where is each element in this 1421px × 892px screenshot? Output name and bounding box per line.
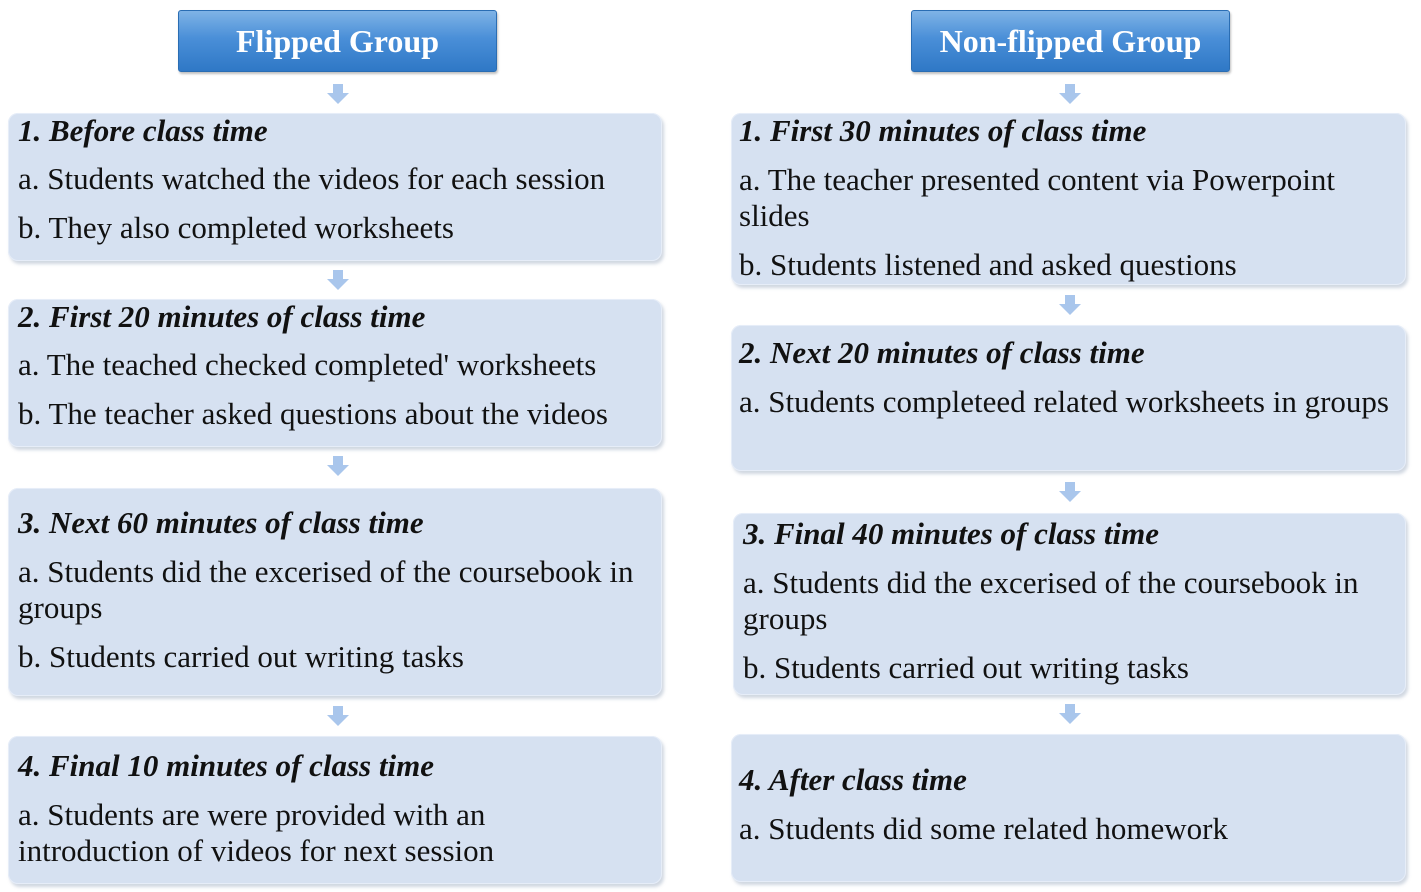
step-title: 4. After class time <box>739 762 967 797</box>
step-item: a. Students did the excerised of the coursebook in groups <box>18 554 634 625</box>
step-item: a. The teached checked completed' worksheets <box>18 347 597 382</box>
step-title: 1. Before class time <box>18 113 268 148</box>
flipped-step-3 <box>8 488 662 696</box>
step-item: a. The teacher presented content via Powerpoint slides <box>739 162 1335 233</box>
step-title: 1. First 30 minutes of class time <box>739 113 1147 148</box>
flipped-step-2 <box>8 299 662 447</box>
step-item: a. Students did some related homework <box>739 811 1229 846</box>
step-title: 2. First 20 minutes of class time <box>18 299 426 334</box>
step-item: b. Students carried out writing tasks <box>18 639 464 674</box>
step-item: a. Students did the excerised of the coursebook in groups <box>743 565 1359 636</box>
step-item: a. Students are were provided with an introduction of videos for next session <box>18 797 495 868</box>
step-item: a. Students completeed related worksheets in groups <box>739 384 1389 419</box>
step-item: b. Students listened and asked questions <box>739 247 1237 282</box>
nonflipped-step-2 <box>731 325 1406 471</box>
flipped-group-header: Flipped Group <box>178 10 497 72</box>
flipped-step-1 <box>8 113 662 261</box>
step-title: 2. Next 20 minutes of class time <box>739 335 1145 370</box>
flipped-step-4 <box>8 736 662 884</box>
nonflipped-group-header: Non-flipped Group <box>911 10 1230 72</box>
step-item: b. The teacher asked questions about the videos <box>18 396 608 431</box>
nonflipped-step-3 <box>733 513 1406 695</box>
step-title: 3. Next 60 minutes of class time <box>18 505 424 540</box>
step-item: b. Students carried out writing tasks <box>743 650 1189 685</box>
step-title: 4. Final 10 minutes of class time <box>18 748 434 783</box>
nonflipped-step-1 <box>731 113 1406 285</box>
step-item: b. They also completed worksheets <box>18 210 454 245</box>
nonflipped-step-4 <box>731 734 1406 882</box>
step-item: a. Students watched the videos for each session <box>18 161 606 196</box>
step-title: 3. Final 40 minutes of class time <box>743 516 1159 551</box>
